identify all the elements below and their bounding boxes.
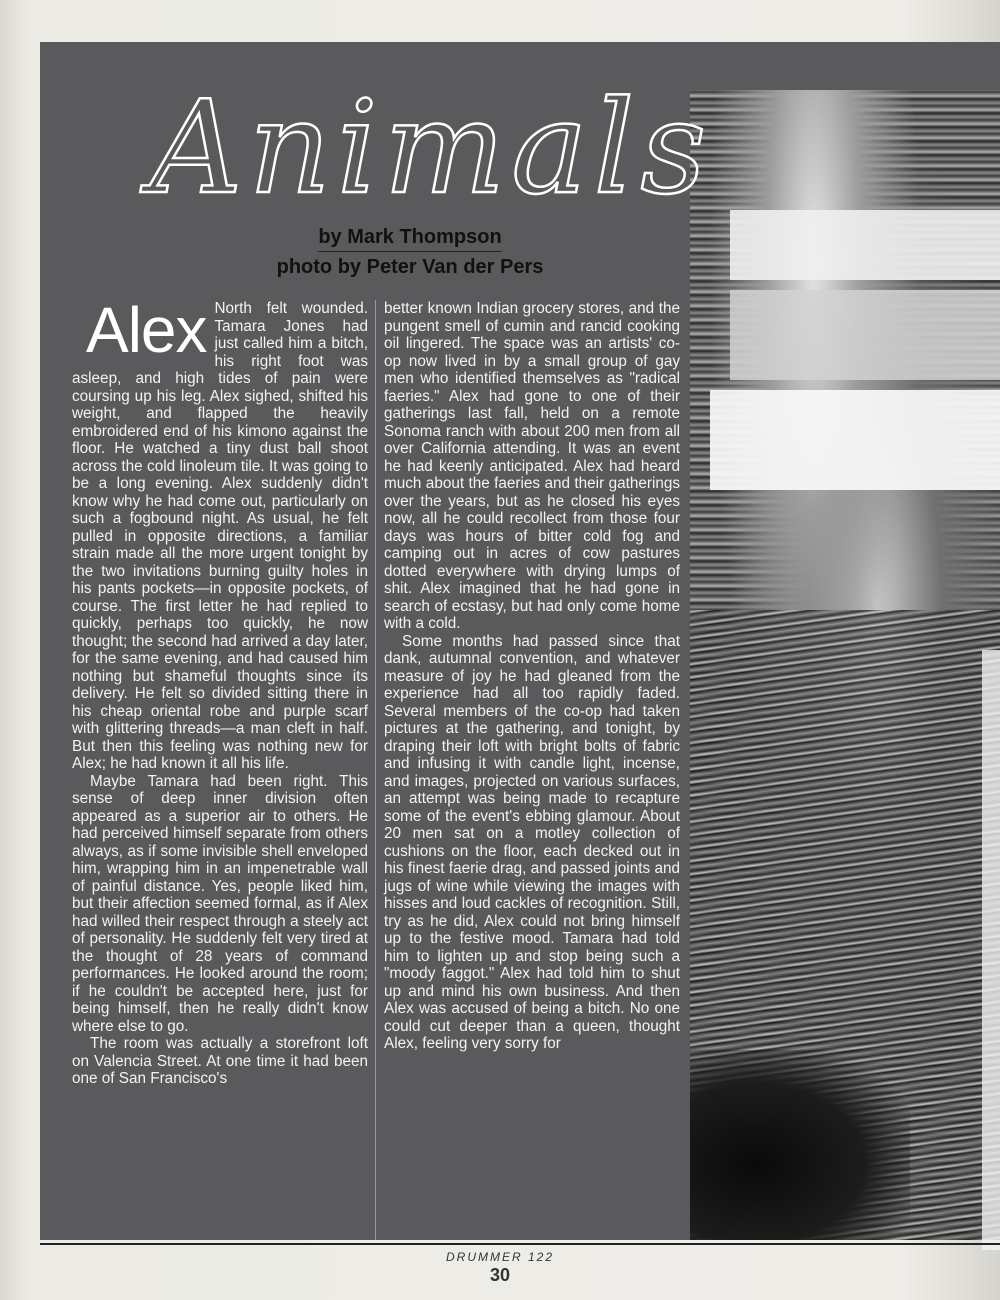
photo-highlight — [730, 290, 1000, 380]
photo-highlight — [710, 390, 1000, 490]
column-divider — [375, 300, 376, 1240]
footer-rule — [40, 1243, 1000, 1245]
page-number: 30 — [489, 1265, 511, 1285]
text-column-2 — [384, 300, 680, 1053]
photo-shore — [690, 1050, 910, 1240]
paragraph — [72, 294, 368, 773]
photo-highlight — [730, 210, 1000, 280]
byline-author: by Mark Thompson — [318, 226, 501, 252]
paragraph: Maybe Tamara had been right. This sense of deep inner division often appeared as a superior air to others. He had perceived himself separate from others always, as if some invisible shell enveloped him, wrapping him in an impenetrable wall of painful distance. Yes, people liked him, but their affection seemed formal, as if Alex had willed their respect through a steely act of personality. He suddenly felt very tired at the thought of 28 years of command performances. He looked around the room; if he couldn't be accepted here, just for being himself, then he really didn't know where else to go. — [72, 772, 368, 1035]
dropcap-word: Alex — [86, 294, 207, 366]
title-lettering: Animals — [150, 74, 713, 223]
paragraph: The room was actually a storefront loft on Valencia Street. At one time it had been one of San Francisco's — [72, 1035, 368, 1087]
paragraph: better known Indian grocery stores, and the pungent smell of cumin and rancid cooking oil lingered. The space was an artists' co-op now lived in by a small group of gay men who identified themselves as "radical faeries." Alex had gone to one of their gatherings last fall, held on a remote Sonoma ranch with about 200 men from all over California attending. It was an event he had keenly anticipated. Alex had heard much about the faeries and their gatherings over the years, but as he closed his eyes now, all he could recollect from those four days was hours of bitter cold fog and camping out in acres of cow pastures dotted everywhere with drying lumps of shit. Alex imagined that he had gone in search of ecstasy, but had only come home with a cold. — [384, 300, 680, 632]
paragraph-text: North felt wounded. Tamara Jones had just called him a bitch, his right foot was asleep, and high tides of pain were coursing up his leg. Alex sighed, shifted his weight, and flapped the heavily embroidered end of his kimono against the floor. He watched a tiny dust ball shoot across the cold linoleum tile. It was going to be a long evening. Alex suddenly didn't know why he had come out, particularly on such a fogbound night. As usual, he felt pulled in opposite directions, a familiar strain made all the more urgent tonight by the two invitations burning guilty holes in his pants pockets—in opposite pockets, of course. The first letter he had replied to quickly, perhaps too quickly, he now thought; the second had arrived a day later, for the same evening, and had caused him nothing but shameful thoughts since its delivery. He felt so divided sitting there in his cheap oriental robe and purple scarf with glittering threads—a man cleft in half. But then this feeling was nothing new for Alex; he had known it all his life. — [72, 300, 368, 772]
byline-photo-credit: photo by Peter Van der Pers — [276, 256, 544, 278]
byline — [200, 226, 620, 279]
magazine-name: DRUMMER 122 — [445, 1250, 554, 1264]
article-title-logo — [140, 72, 713, 232]
text-column-1 — [72, 294, 368, 1088]
paragraph: Some months had passed since that dank, autumnal convention, and whatever measure of joy he had gleaned from the experience had all too rapidly faded. Several members of the co-op had taken pictures at the gathering, and tonight, by draping their loft with bright bolts of fabric and infusing it with candle light, incense, and images, projected on various surfaces, an attempt was being made to recapture some of the event's ebbing glamour. About 20 men sat on a motley collection of cushions on the floor, each decked out in his finest faerie drag, and passed joints and jugs of wine while viewing the images with hisses and loud cackles of recognition. Still, try as he did, Alex could not bring himself up to the festive mood. Tamara had told him to lighten up and stop being such a "moody faggot." Alex had told him to shut up and mind his own business. And then Alex was accused of being a bitch. No one could cut deeper than a queen, thought Alex, feeling very sorry for — [384, 632, 680, 1052]
photo-post — [982, 650, 1000, 1250]
page-footer — [380, 1248, 620, 1284]
article-photo — [690, 90, 1000, 1240]
